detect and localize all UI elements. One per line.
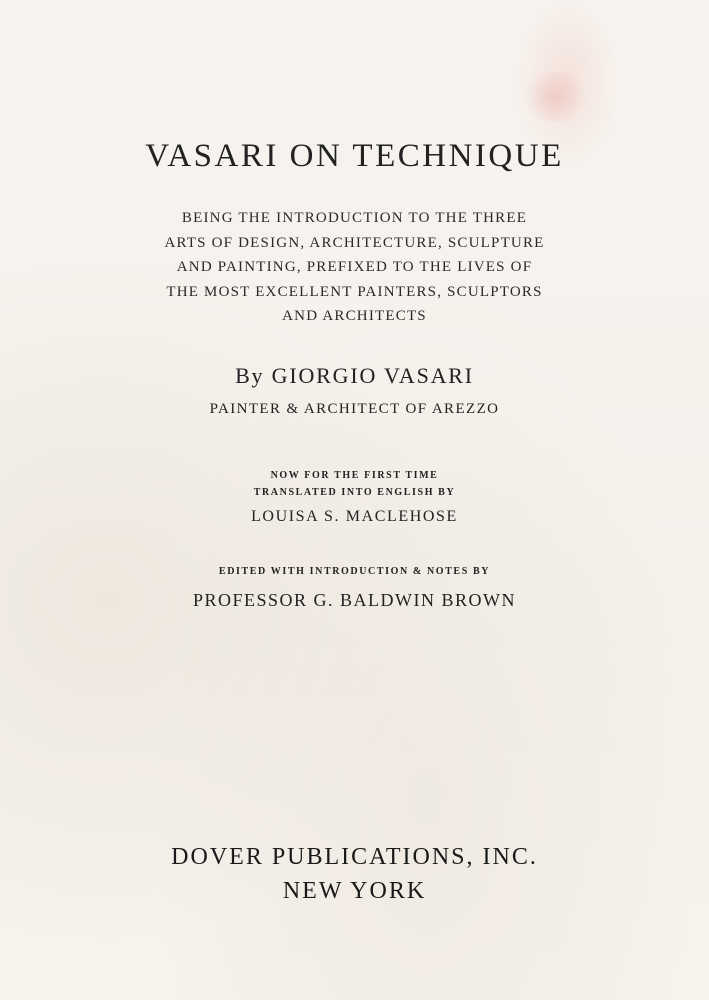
translation-note-line: TRANSLATED INTO ENGLISH BY bbox=[253, 487, 456, 498]
book-subtitle bbox=[0, 206, 709, 329]
editor-name: PROFESSOR G. BALDWIN BROWN bbox=[192, 590, 517, 610]
translation-note bbox=[0, 467, 709, 501]
translator-name: LOUISA S. MACLEHOSE bbox=[251, 508, 458, 525]
subtitle-line: AND PAINTING, PREFIXED TO THE LIVES OF bbox=[176, 259, 533, 275]
book-title: VASARI ON TECHNIQUE bbox=[145, 138, 564, 174]
subtitle-line: AND ARCHITECTS bbox=[282, 308, 427, 324]
translation-note-line: NOW FOR THE FIRST TIME bbox=[270, 470, 439, 481]
subtitle-line: THE MOST EXCELLENT PAINTERS, SCULPTORS bbox=[166, 283, 543, 300]
author-line: By GIORGIO VASARI bbox=[235, 363, 474, 388]
publisher-name: DOVER PUBLICATIONS, INC. bbox=[171, 844, 538, 870]
edited-note: EDITED WITH INTRODUCTION & NOTES BY bbox=[218, 566, 491, 577]
publisher-city: NEW YORK bbox=[282, 878, 427, 904]
paper-stain bbox=[520, 72, 590, 122]
publisher-imprint bbox=[0, 840, 709, 908]
subtitle-line: BEING THE INTRODUCTION TO THE THREE bbox=[181, 210, 528, 226]
author-role: PAINTER & ARCHITECT OF AREZZO bbox=[209, 401, 500, 417]
subtitle-line: ARTS OF DESIGN, ARCHITECTURE, SCULPTURE bbox=[164, 234, 545, 251]
